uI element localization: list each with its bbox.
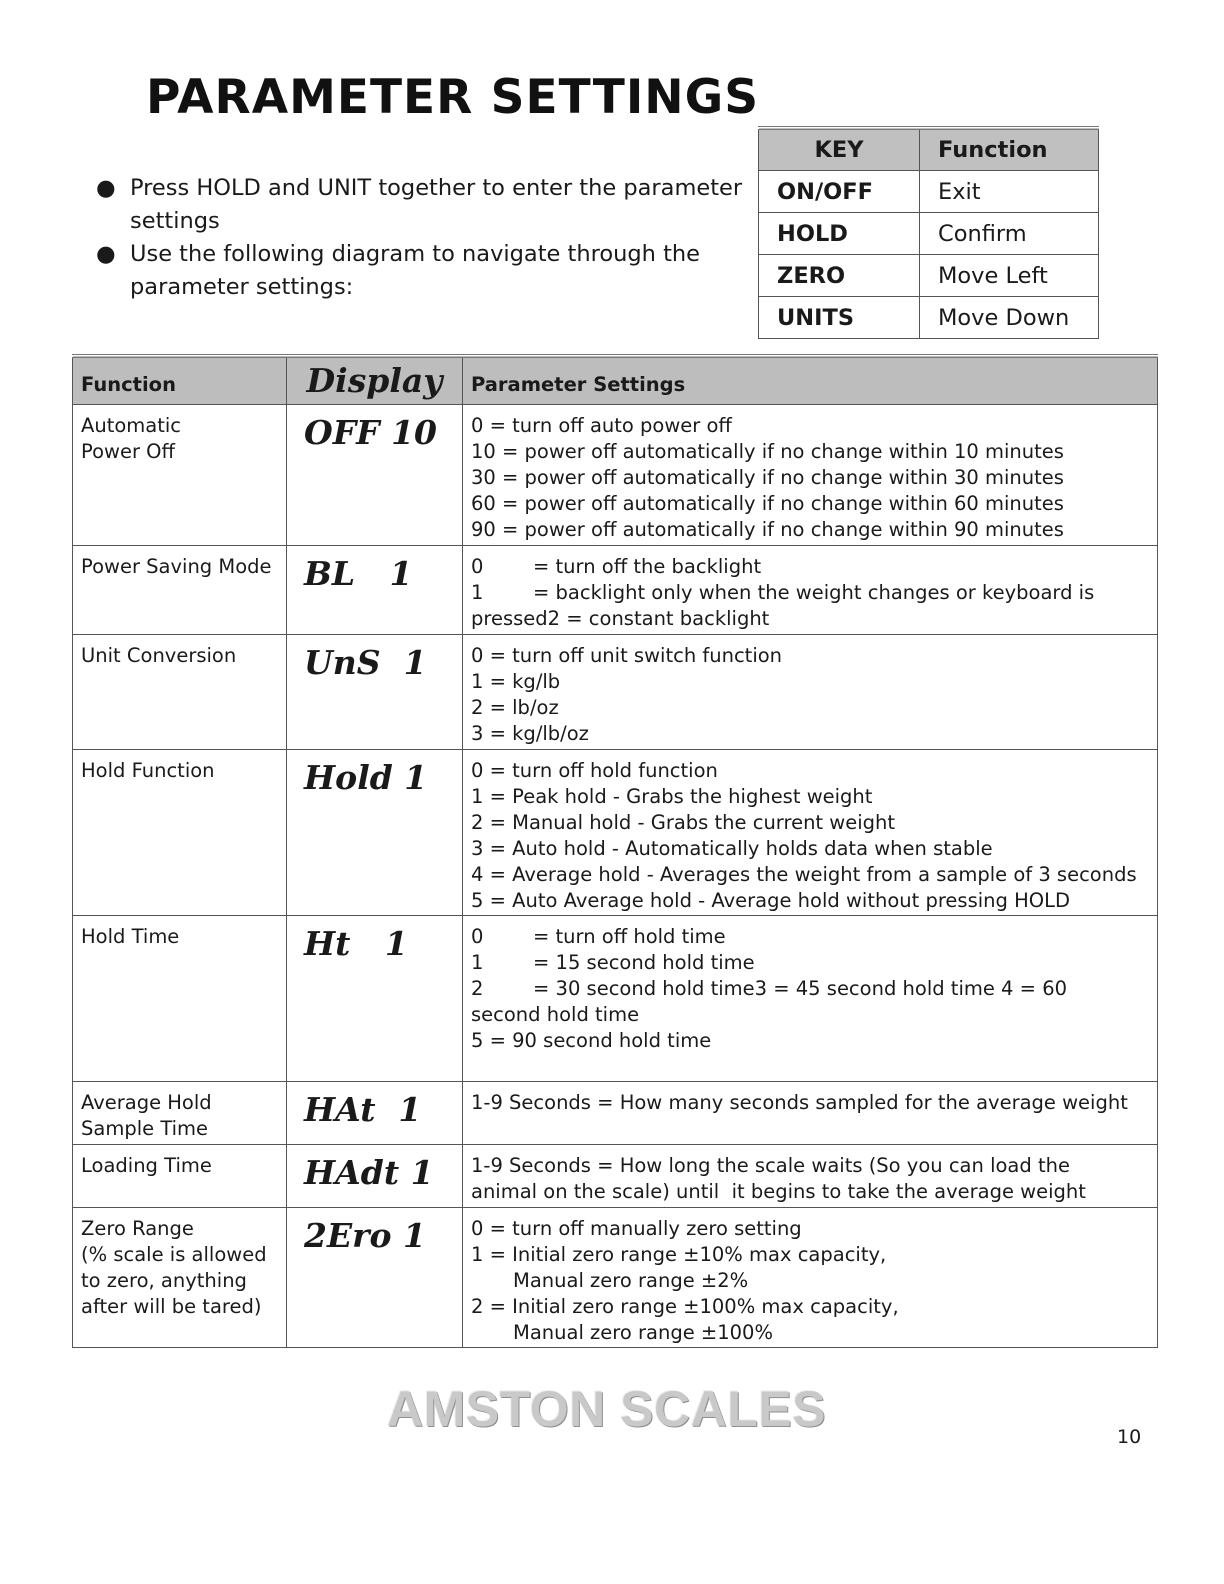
brand-logo-text: AMSTON SCALES xyxy=(387,1381,826,1437)
setting-line: Manual zero range ±2% xyxy=(513,1269,749,1292)
parameter-table xyxy=(72,354,1158,1348)
setting-line: 2 = Initial zero range ±100% max capacity, xyxy=(471,1295,899,1318)
function-text: Power Saving Mode xyxy=(81,555,272,578)
setting-line: 1 = Initial zero range ±10% max capacity, xyxy=(471,1243,887,1266)
setting-line: 0 = turn off the backlight xyxy=(471,555,762,578)
setting-line: 0 = turn off unit switch function xyxy=(471,644,783,667)
settings-cell xyxy=(463,916,1158,1082)
function-cell xyxy=(73,750,287,916)
setting-line: 0 = turn off hold function xyxy=(471,759,718,782)
instruction-item xyxy=(96,172,756,238)
bullet-icon: ● xyxy=(96,241,116,267)
instruction-item xyxy=(96,238,756,304)
function-cell xyxy=(73,1208,287,1348)
parameter-row xyxy=(73,1145,1158,1208)
setting-line: 5 = Auto Average hold - Average hold without pressing HOLD xyxy=(471,889,1070,912)
setting-line: 0 = turn off auto power off xyxy=(471,414,732,437)
page-number: 10 xyxy=(1117,1426,1142,1448)
function-cell xyxy=(73,1082,287,1145)
setting-line: 1-9 Seconds = How many seconds sampled for the average weight xyxy=(471,1091,1128,1114)
display-code: HAt 1 xyxy=(287,1082,463,1145)
page-title: PARAMETER SETTINGS xyxy=(146,70,760,125)
function-text: Zero Range xyxy=(81,1217,194,1240)
display-code: Hold 1 xyxy=(287,750,463,916)
function-text: Sample Time xyxy=(81,1117,209,1140)
setting-line: second hold time xyxy=(471,1003,640,1026)
function-cell xyxy=(73,405,287,546)
key-table-row xyxy=(759,255,1099,297)
key-table-row xyxy=(759,297,1099,339)
setting-line: 30 = power off automatically if no change within 30 minutes xyxy=(471,466,1064,489)
key-column-header: KEY xyxy=(759,128,920,171)
setting-line: 4 = Average hold - Averages the weight from a sample of 3 seconds xyxy=(471,863,1137,886)
setting-line: 0 = turn off manually zero setting xyxy=(471,1217,802,1240)
parameter-row xyxy=(73,916,1158,1082)
setting-line: 60 = power off automatically if no change within 60 minutes xyxy=(471,492,1064,515)
function-text: Average Hold xyxy=(81,1091,212,1114)
function-text: Hold Time xyxy=(81,925,180,948)
display-column-header: Display xyxy=(287,356,463,405)
function-text: (% scale is allowed xyxy=(81,1243,267,1266)
settings-cell xyxy=(463,750,1158,916)
parameter-table-header-row xyxy=(73,356,1158,405)
settings-cell xyxy=(463,1082,1158,1145)
setting-line: pressed2 = constant backlight xyxy=(471,607,770,630)
display-code: 2Ero 1 xyxy=(287,1208,463,1348)
setting-line: 0 = turn off hold time xyxy=(471,925,726,948)
function-column-header: Function xyxy=(73,356,287,405)
key-cell: ZERO xyxy=(759,255,920,297)
function-cell: Move Left xyxy=(920,255,1099,297)
settings-cell xyxy=(463,1208,1158,1348)
function-text: Power Off xyxy=(81,440,175,463)
function-cell: Exit xyxy=(920,171,1099,213)
setting-line: 2 = Manual hold - Grabs the current weight xyxy=(471,811,896,834)
parameter-row xyxy=(73,750,1158,916)
function-cell: Confirm xyxy=(920,213,1099,255)
setting-line: 2 = 30 second hold time3 = 45 second hold time 4 = 60 xyxy=(471,977,1068,1000)
setting-line: animal on the scale) until it begins to take the average weight xyxy=(471,1180,1086,1203)
instruction-text: Use the following diagram to navigate through the parameter settings: xyxy=(130,241,701,300)
function-cell xyxy=(73,1145,287,1208)
setting-line: 2 = lb/oz xyxy=(471,696,559,719)
function-column-header: Function xyxy=(920,128,1099,171)
parameter-row xyxy=(73,1208,1158,1348)
bullet-icon: ● xyxy=(96,175,116,201)
key-table-row xyxy=(759,171,1099,213)
setting-line: 1 = Peak hold - Grabs the highest weight xyxy=(471,785,873,808)
display-code: BL 1 xyxy=(287,546,463,635)
parameter-row xyxy=(73,1082,1158,1145)
setting-line: 3 = kg/lb/oz xyxy=(471,722,589,745)
function-cell: Move Down xyxy=(920,297,1099,339)
key-cell: ON/OFF xyxy=(759,171,920,213)
display-code: OFF 10 xyxy=(287,405,463,546)
setting-line: 5 = 90 second hold time xyxy=(471,1029,712,1052)
function-text: after will be tared) xyxy=(81,1295,262,1318)
function-text: Hold Function xyxy=(81,759,215,782)
key-table-row xyxy=(759,213,1099,255)
settings-cell xyxy=(463,635,1158,750)
instruction-list xyxy=(96,172,756,304)
setting-line: 1-9 Seconds = How long the scale waits (So you can load the xyxy=(471,1154,1070,1177)
function-text: Loading Time xyxy=(81,1154,212,1177)
function-cell xyxy=(73,546,287,635)
display-code: UnS 1 xyxy=(287,635,463,750)
setting-line: 90 = power off automatically if no change within 90 minutes xyxy=(471,518,1064,541)
key-cell: HOLD xyxy=(759,213,920,255)
parameter-row xyxy=(73,546,1158,635)
function-text: to zero, anything xyxy=(81,1269,247,1292)
key-table-header-row xyxy=(759,128,1099,171)
settings-cell xyxy=(463,1145,1158,1208)
function-text: Automatic xyxy=(81,414,182,437)
setting-line: Manual zero range ±100% xyxy=(513,1321,773,1344)
instruction-text: Press HOLD and UNIT together to enter the parameter settings xyxy=(130,175,743,234)
setting-line: 1 = backlight only when the weight changes or keyboard is xyxy=(471,581,1095,604)
display-code: Ht 1 xyxy=(287,916,463,1082)
key-function-table xyxy=(758,126,1099,339)
function-cell xyxy=(73,916,287,1082)
display-code: HAdt 1 xyxy=(287,1145,463,1208)
function-text: Unit Conversion xyxy=(81,644,237,667)
setting-line: 1 = 15 second hold time xyxy=(471,951,755,974)
setting-line: 10 = power off automatically if no change within 10 minutes xyxy=(471,440,1064,463)
setting-line: 1 = kg/lb xyxy=(471,670,561,693)
function-cell xyxy=(73,635,287,750)
settings-cell xyxy=(463,405,1158,546)
settings-column-header: Parameter Settings xyxy=(463,356,1158,405)
parameter-row xyxy=(73,635,1158,750)
parameter-row xyxy=(73,405,1158,546)
settings-cell xyxy=(463,546,1158,635)
setting-line: 3 = Auto hold - Automatically holds data when stable xyxy=(471,837,993,860)
key-cell: UNITS xyxy=(759,297,920,339)
